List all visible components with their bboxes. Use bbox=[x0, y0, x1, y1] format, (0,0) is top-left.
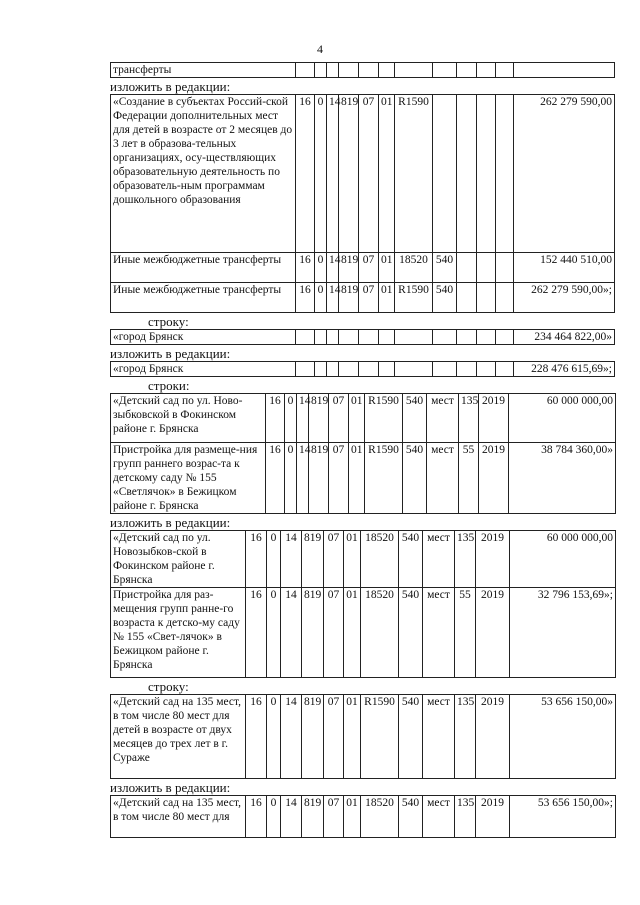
code-cell: 2019 bbox=[479, 443, 509, 514]
code-cell: 01 bbox=[344, 695, 361, 779]
page-number: 4 bbox=[317, 42, 323, 56]
amount-cell: 60 000 000,00 bbox=[509, 394, 616, 443]
code-cell: 14 bbox=[281, 695, 302, 779]
code-cell: 16 bbox=[296, 253, 315, 283]
amendment-instruction: строки: bbox=[148, 378, 190, 393]
code-cell: 135 bbox=[459, 394, 479, 443]
code-cell: 16 bbox=[246, 531, 267, 588]
code-cell: 0 bbox=[267, 531, 281, 588]
table-row bbox=[111, 283, 615, 313]
code-cell: 16 bbox=[246, 796, 267, 838]
code-cell: 14 bbox=[327, 283, 339, 313]
code-cell: 819 bbox=[339, 253, 359, 283]
code-cell: 135 bbox=[455, 796, 476, 838]
budget-table bbox=[110, 329, 615, 345]
code-cell: 819 bbox=[309, 394, 329, 443]
code-cell bbox=[496, 63, 514, 78]
row-name: «город Брянск bbox=[111, 330, 296, 345]
code-cell bbox=[496, 362, 514, 377]
table-row bbox=[111, 362, 615, 377]
code-cell bbox=[433, 63, 457, 78]
code-cell: 2019 bbox=[479, 394, 509, 443]
code-cell bbox=[359, 362, 379, 377]
code-cell bbox=[339, 362, 359, 377]
amount-cell: 60 000 000,00 bbox=[510, 531, 616, 588]
code-cell: 16 bbox=[266, 394, 285, 443]
row-name: Пристройка для размеще-ния групп раннего возрас-та к детскому саду № 155 «Светлячок» в Бежицком районе г. Брянска bbox=[111, 443, 266, 514]
code-cell bbox=[327, 330, 339, 345]
code-cell: 0 bbox=[285, 394, 297, 443]
code-cell: 07 bbox=[359, 95, 379, 253]
code-cell bbox=[379, 330, 395, 345]
amount-cell bbox=[514, 63, 615, 78]
code-cell: 01 bbox=[379, 95, 395, 253]
code-cell bbox=[359, 330, 379, 345]
code-cell: 819 bbox=[309, 443, 329, 514]
table-row bbox=[111, 253, 615, 283]
code-cell: 2019 bbox=[476, 531, 510, 588]
code-cell: 07 bbox=[324, 695, 344, 779]
amendment-instruction: изложить в редакции: bbox=[110, 515, 231, 530]
code-cell bbox=[296, 63, 315, 78]
code-cell: 0 bbox=[267, 695, 281, 779]
code-cell bbox=[477, 63, 496, 78]
code-cell: R1590 bbox=[361, 695, 399, 779]
code-cell bbox=[315, 362, 327, 377]
code-cell: 819 bbox=[339, 95, 359, 253]
code-cell: 819 bbox=[302, 588, 324, 678]
code-cell: 16 bbox=[296, 95, 315, 253]
table-row bbox=[111, 695, 616, 779]
code-cell: 01 bbox=[349, 394, 365, 443]
code-cell bbox=[359, 63, 379, 78]
code-cell bbox=[457, 283, 477, 313]
code-cell: 14 bbox=[281, 796, 302, 838]
code-cell bbox=[477, 362, 496, 377]
budget-table bbox=[110, 62, 615, 78]
code-cell: 07 bbox=[359, 253, 379, 283]
code-cell: 55 bbox=[459, 443, 479, 514]
row-name: Иные межбюджетные трансферты bbox=[111, 253, 296, 283]
code-cell bbox=[315, 330, 327, 345]
code-cell bbox=[477, 283, 496, 313]
code-cell: 0 bbox=[315, 283, 327, 313]
code-cell: 540 bbox=[403, 443, 427, 514]
code-cell: 135 bbox=[455, 531, 476, 588]
table-row bbox=[111, 443, 616, 514]
code-cell: 18520 bbox=[361, 796, 399, 838]
code-cell: 55 bbox=[455, 588, 476, 678]
code-cell: 01 bbox=[344, 588, 361, 678]
code-cell bbox=[339, 63, 359, 78]
budget-table bbox=[110, 795, 616, 838]
code-cell: 07 bbox=[359, 283, 379, 313]
code-cell: 540 bbox=[433, 283, 457, 313]
amendment-instruction: строку: bbox=[148, 679, 189, 694]
row-name: «город Брянск bbox=[111, 362, 296, 377]
code-cell bbox=[496, 283, 514, 313]
amount-cell: 262 279 590,00 bbox=[514, 95, 615, 253]
code-cell: 0 bbox=[315, 253, 327, 283]
code-cell bbox=[379, 63, 395, 78]
code-cell: 2019 bbox=[476, 796, 510, 838]
code-cell: 16 bbox=[266, 443, 285, 514]
row-name: «Детский сад по ул. Ново-зыбковской в Фокинском районе г. Брянска bbox=[111, 394, 266, 443]
code-cell bbox=[496, 95, 514, 253]
code-cell: мест bbox=[427, 443, 459, 514]
amendment-instruction: изложить в редакции: bbox=[110, 780, 231, 795]
code-cell bbox=[496, 253, 514, 283]
code-cell bbox=[457, 95, 477, 253]
code-cell: 18520 bbox=[361, 588, 399, 678]
code-cell bbox=[315, 63, 327, 78]
amount-cell: 262 279 590,00»; bbox=[514, 283, 615, 313]
table-row bbox=[111, 588, 616, 678]
amount-cell: 53 656 150,00» bbox=[510, 695, 616, 779]
amount-cell: 38 784 360,00» bbox=[509, 443, 616, 514]
code-cell: 0 bbox=[285, 443, 297, 514]
row-name: «Детский сад на 135 мест, в том числе 80 мест для bbox=[111, 796, 246, 838]
amendment-instruction: изложить в редакции: bbox=[110, 346, 231, 361]
row-name: «Детский сад на 135 мест, в том числе 80 мест для детей в возрасте от двух месяцев до трех лет в г. Сураже bbox=[111, 695, 246, 779]
code-cell: 819 bbox=[302, 796, 324, 838]
code-cell: R1590 bbox=[395, 95, 433, 253]
code-cell: 01 bbox=[379, 253, 395, 283]
amount-cell: 152 440 510,00 bbox=[514, 253, 615, 283]
code-cell bbox=[477, 253, 496, 283]
code-cell: 16 bbox=[296, 283, 315, 313]
amount-cell: 234 464 822,00» bbox=[514, 330, 615, 345]
code-cell bbox=[457, 253, 477, 283]
code-cell: 07 bbox=[324, 796, 344, 838]
code-cell: R1590 bbox=[365, 443, 403, 514]
code-cell: 07 bbox=[329, 394, 349, 443]
table-row bbox=[111, 394, 616, 443]
code-cell: 540 bbox=[433, 253, 457, 283]
document-body bbox=[110, 62, 615, 838]
code-cell: мест bbox=[423, 531, 455, 588]
code-cell: R1590 bbox=[365, 394, 403, 443]
code-cell: 540 bbox=[399, 695, 423, 779]
code-cell: 18520 bbox=[361, 531, 399, 588]
code-cell: мест bbox=[423, 695, 455, 779]
amendment-instruction: изложить в редакции: bbox=[110, 79, 231, 94]
code-cell: 819 bbox=[302, 531, 324, 588]
table-row bbox=[111, 330, 615, 345]
code-cell: 14 bbox=[281, 531, 302, 588]
code-cell: мест bbox=[423, 796, 455, 838]
code-cell: R1590 bbox=[395, 283, 433, 313]
code-cell bbox=[457, 330, 477, 345]
amount-cell: 32 796 153,69»; bbox=[510, 588, 616, 678]
budget-table bbox=[110, 530, 616, 678]
row-name: Пристройка для раз-мещения групп ранне-го возраста к детско-му саду № 155 «Свет-лячок» в Бежицком районе г. Брянска bbox=[111, 588, 246, 678]
code-cell: 14 bbox=[281, 588, 302, 678]
code-cell bbox=[327, 63, 339, 78]
code-cell: 07 bbox=[324, 588, 344, 678]
code-cell: 540 bbox=[399, 531, 423, 588]
code-cell bbox=[433, 95, 457, 253]
code-cell: 01 bbox=[379, 283, 395, 313]
row-name: «Создание в субъектах Россий-ской Федерации дополнительных мест для детей в возрасте от 2 месяцев до 3 лет в образова-тельных организациях, осу-ществляющих образовательную деятельность по образователь-ным программам дошкольного образования bbox=[111, 95, 296, 253]
code-cell: 16 bbox=[246, 588, 267, 678]
code-cell: 819 bbox=[339, 283, 359, 313]
code-cell bbox=[296, 362, 315, 377]
code-cell: 14 bbox=[327, 95, 339, 253]
code-cell bbox=[395, 63, 433, 78]
code-cell: 540 bbox=[403, 394, 427, 443]
code-cell bbox=[477, 95, 496, 253]
code-cell bbox=[477, 330, 496, 345]
code-cell: 14 bbox=[297, 443, 309, 514]
code-cell bbox=[339, 330, 359, 345]
row-name: Иные межбюджетные трансферты bbox=[111, 283, 296, 313]
code-cell: 0 bbox=[267, 588, 281, 678]
code-cell: 16 bbox=[246, 695, 267, 779]
table-row bbox=[111, 95, 615, 253]
code-cell bbox=[496, 330, 514, 345]
code-cell: 2019 bbox=[476, 588, 510, 678]
table-row bbox=[111, 796, 616, 838]
row-name: «Детский сад по ул. Новозыбков-ской в Фокинском районе г. Брянска bbox=[111, 531, 246, 588]
code-cell: 0 bbox=[267, 796, 281, 838]
budget-table bbox=[110, 694, 616, 779]
amendment-instruction: строку: bbox=[148, 314, 189, 329]
code-cell bbox=[395, 330, 433, 345]
budget-table bbox=[110, 393, 616, 514]
code-cell: 819 bbox=[302, 695, 324, 779]
code-cell: 14 bbox=[297, 394, 309, 443]
code-cell: 01 bbox=[349, 443, 365, 514]
code-cell: 540 bbox=[399, 796, 423, 838]
code-cell: 01 bbox=[344, 796, 361, 838]
code-cell bbox=[379, 362, 395, 377]
budget-table bbox=[110, 361, 615, 377]
code-cell: 18520 bbox=[395, 253, 433, 283]
amount-cell: 53 656 150,00»; bbox=[510, 796, 616, 838]
code-cell: 135 bbox=[455, 695, 476, 779]
code-cell bbox=[457, 63, 477, 78]
table-row bbox=[111, 63, 615, 78]
code-cell: 14 bbox=[327, 253, 339, 283]
row-name: трансферты bbox=[111, 63, 296, 78]
code-cell: мест bbox=[423, 588, 455, 678]
code-cell: мест bbox=[427, 394, 459, 443]
code-cell: 2019 bbox=[476, 695, 510, 779]
code-cell bbox=[395, 362, 433, 377]
code-cell: 01 bbox=[344, 531, 361, 588]
budget-table bbox=[110, 94, 615, 313]
code-cell: 07 bbox=[329, 443, 349, 514]
code-cell: 07 bbox=[324, 531, 344, 588]
code-cell: 540 bbox=[399, 588, 423, 678]
code-cell bbox=[433, 362, 457, 377]
code-cell: 0 bbox=[315, 95, 327, 253]
code-cell bbox=[433, 330, 457, 345]
table-row bbox=[111, 531, 616, 588]
code-cell bbox=[457, 362, 477, 377]
code-cell bbox=[296, 330, 315, 345]
amount-cell: 228 476 615,69»; bbox=[514, 362, 615, 377]
code-cell bbox=[327, 362, 339, 377]
